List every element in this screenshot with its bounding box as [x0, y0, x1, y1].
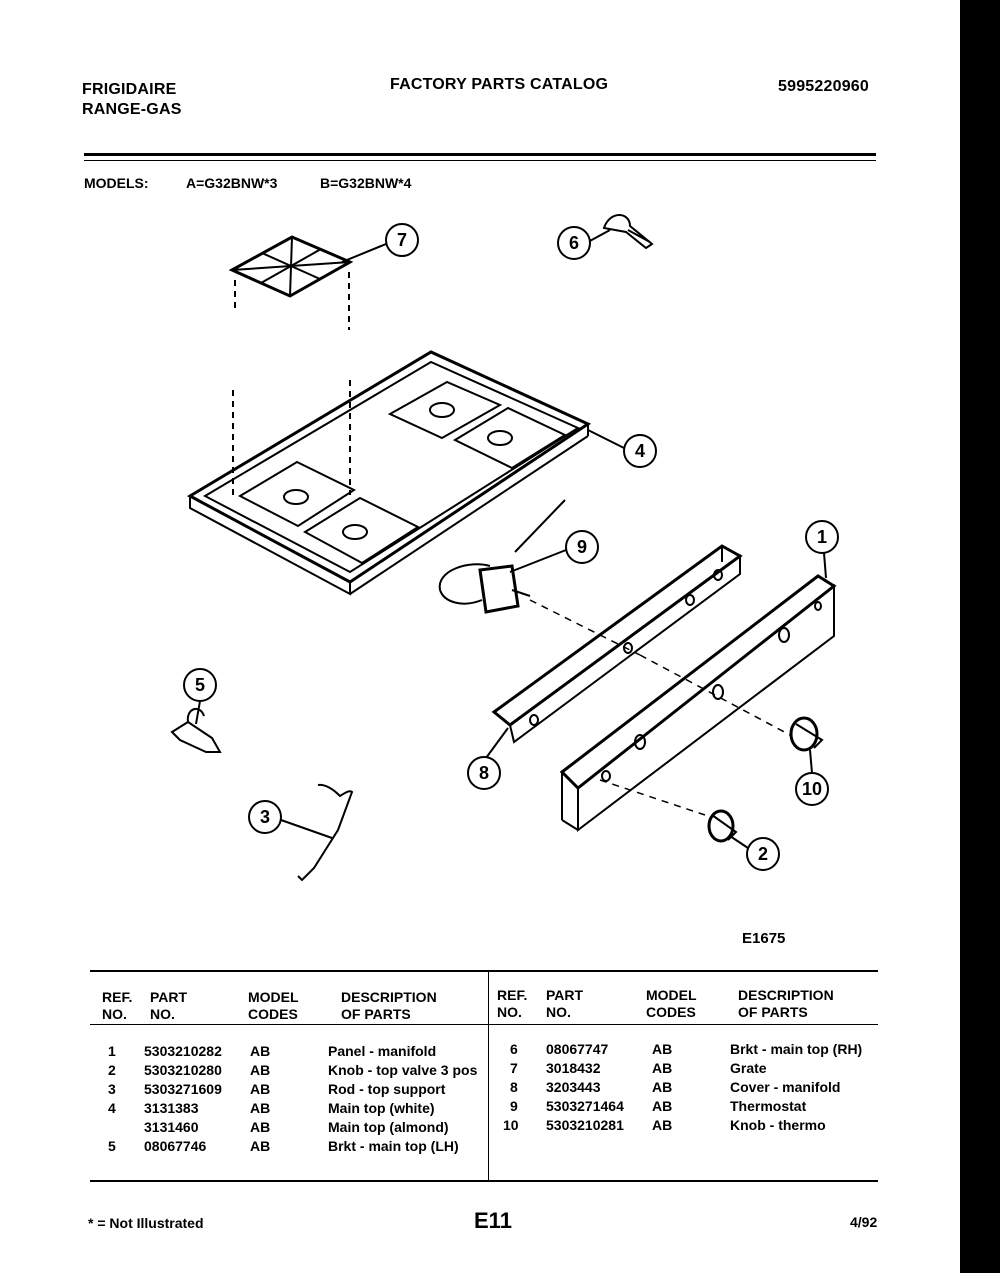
parts-catalog-page: FRIGIDAIRE RANGE-GAS FACTORY PARTS CATALOG 5995220960 MODELS: A=G32BNW*3 B=G32BNW*4 7 6 4 9 1 5 8 10 3 2 E1675 REF. NO. PART NO. MODEL CODES DESCRIPTION OF PARTS REF. NO. PART NO. MODEL CODES DESCRIPTION OF PARTS 1 5303210282 AB Panel - manifold 2 5303210280 AB Knob - top valve 3 pos 3 5303271609 AB Rod - top support 4 3131383 AB Main top (white) 3131460 AB Main top (almond) 5 08067746 AB Brkt - main top (LH) 6 08067747 AB Brkt - main top (RH) 7 3018432 AB Grate 8 3203443 AB Cover - manifold 9 5303271464 AB Thermostat 10 5303210281 AB Knob - thermo * = Not Illustrated E11 4/92: [0, 0, 960, 1273]
callout-4: [588, 430, 656, 467]
catalog-number: 5995220960: [778, 78, 869, 95]
header-model-codes-left: MODEL CODES: [248, 989, 299, 1022]
callout-7: [342, 224, 418, 262]
svg-text:4: 4: [634, 441, 646, 461]
thermo-knob-part: [791, 718, 822, 750]
header-part-no-right: PART NO.: [546, 987, 584, 1020]
svg-text:9: 9: [576, 537, 588, 557]
manifold-panel-part: [562, 576, 834, 830]
callout-3: [249, 801, 332, 838]
header-ref-no-right: REF. NO.: [497, 987, 528, 1020]
bracket-rh-part: [604, 215, 652, 248]
table-rule-bottom: [90, 1180, 878, 1182]
svg-text:2: 2: [757, 844, 769, 864]
svg-text:7: 7: [396, 230, 408, 250]
models-label: MODELS:: [84, 175, 149, 191]
header-ref-no-left: REF. NO.: [102, 989, 133, 1022]
svg-text:5: 5: [194, 675, 206, 695]
callout-6: [558, 227, 610, 259]
figure-id: E1675: [742, 930, 786, 947]
callout-8: [468, 728, 508, 789]
main-top-part: [190, 352, 588, 594]
header-part-no-left: PART NO.: [150, 989, 188, 1022]
grate-part: [232, 237, 350, 330]
callout-1: [806, 521, 838, 578]
callout-2: [730, 836, 779, 870]
model-b: B=G32BNW*4: [320, 175, 412, 191]
table-rule-top: [90, 970, 878, 972]
svg-text:8: 8: [478, 763, 490, 783]
svg-text:6: 6: [568, 233, 580, 253]
callout-9: [510, 531, 598, 572]
svg-text:1: 1: [816, 527, 828, 547]
bracket-lh-part: [172, 709, 220, 752]
header-description-right: DESCRIPTION OF PARTS: [738, 987, 834, 1020]
page-code: E11: [474, 1208, 512, 1233]
not-illustrated-note: * = Not Illustrated: [88, 1215, 204, 1231]
catalog-title: FACTORY PARTS CATALOG: [390, 76, 609, 93]
rod-part: [298, 785, 352, 880]
product-type: RANGE-GAS: [82, 101, 182, 118]
revision-date: 4/92: [850, 1214, 878, 1230]
callout-10: [796, 750, 828, 805]
model-a: A=G32BNW*3: [186, 175, 278, 191]
header-description-left: DESCRIPTION OF PARTS: [341, 989, 437, 1022]
table-column-divider: [488, 972, 489, 1180]
header-model-codes-right: MODEL CODES: [646, 987, 697, 1020]
table-header-rule: [90, 1024, 878, 1025]
brand-name: FRIGIDAIRE: [82, 81, 177, 98]
svg-text:10: 10: [801, 779, 823, 799]
thermostat-part: [440, 500, 565, 612]
svg-text:3: 3: [259, 807, 271, 827]
